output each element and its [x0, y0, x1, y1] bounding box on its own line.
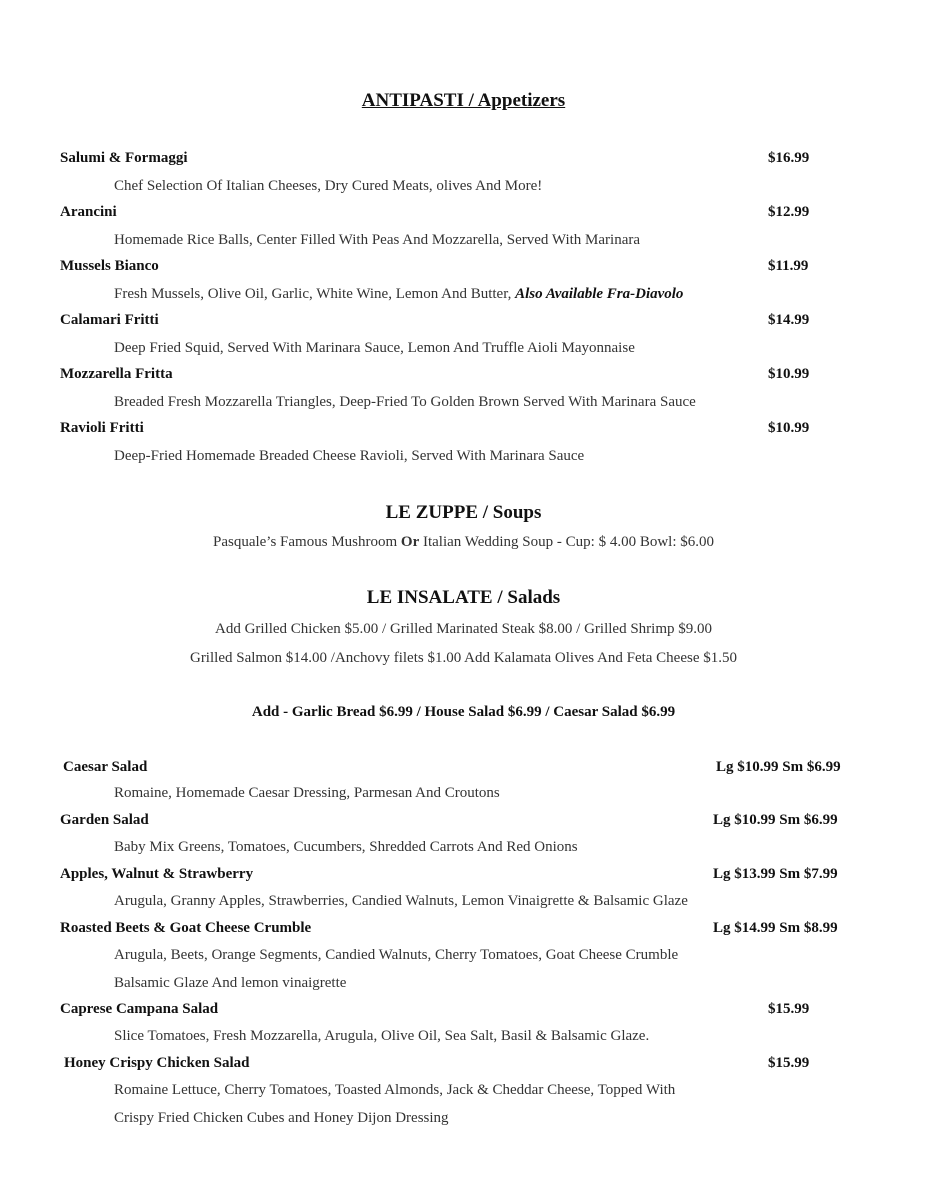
item-name: Garden Salad	[60, 812, 149, 828]
item-price: Lg $10.99 Sm $6.99	[713, 812, 838, 828]
item-price: $10.99	[768, 366, 810, 382]
soups-or: Or	[400, 534, 420, 550]
item-description: Chef Selection Of Italian Cheeses, Dry Cured Meats, olives And More!	[114, 178, 543, 194]
item-description: Arugula, Granny Apples, Strawberries, Candied Walnuts, Lemon Vinaigrette & Balsamic Glaze	[114, 893, 688, 909]
item-price: $10.99	[768, 420, 810, 436]
item-price: $15.99	[768, 1055, 810, 1071]
antipasti-heading: ANTIPASTI / Appetizers	[361, 90, 566, 111]
item-description: Fresh Mussels, Olive Oil, Garlic, White Wine, Lemon And Butter, Also Available Fra-Diavolo	[114, 286, 684, 302]
salads-heading: LE INSALATE / Salads	[366, 587, 561, 608]
soups-line: Pasquale’s Famous Mushroom Or Italian Wedding Soup - Cup: $ 4.00 Bowl: $6.00	[212, 534, 714, 550]
item-description-emphasis: Also Available Fra-Diavolo	[515, 286, 684, 302]
item-description: Baby Mix Greens, Tomatoes, Cucumbers, Shredded Carrots And Red Onions	[114, 839, 578, 855]
item-name: Caprese Campana Salad	[60, 1001, 219, 1017]
item-description: Slice Tomatoes, Fresh Mozzarella, Arugula, Olive Oil, Sea Salt, Basil & Balsamic Glaze.	[114, 1028, 650, 1044]
item-name: Ravioli Fritti	[60, 420, 144, 436]
item-description: Romaine Lettuce, Cherry Tomatoes, Toasted Almonds, Jack & Cheddar Cheese, Topped With	[114, 1082, 676, 1098]
item-description: Deep Fried Squid, Served With Marinara Sauce, Lemon And Truffle Aioli Mayonnaise	[114, 340, 635, 356]
item-price: Lg $14.99 Sm $8.99	[713, 920, 838, 936]
item-name: Honey Crispy Chicken Salad	[64, 1055, 250, 1071]
item-name: Caesar Salad	[63, 759, 148, 775]
item-name: Mozzarella Fritta	[60, 366, 173, 382]
item-price: $12.99	[768, 204, 810, 220]
item-price: $15.99	[768, 1001, 810, 1017]
item-description: Breaded Fresh Mozzarella Triangles, Deep-Fried To Golden Brown Served With Marinara Sauce	[114, 394, 696, 410]
item-description: Arugula, Beets, Orange Segments, Candied Walnuts, Cherry Tomatoes, Goat Cheese Crumble	[114, 947, 679, 963]
item-price: Lg $13.99 Sm $7.99	[713, 866, 838, 882]
item-price: $16.99	[768, 150, 810, 166]
item-name: Roasted Beets & Goat Cheese Crumble	[60, 920, 312, 936]
item-description: Homemade Rice Balls, Center Filled With Peas And Mozzarella, Served With Marinara	[114, 232, 641, 248]
item-price: Lg $10.99 Sm $6.99	[716, 759, 841, 775]
salad-sides-line: Add - Garlic Bread $6.99 / House Salad $6.99 / Caesar Salad $6.99	[251, 704, 676, 720]
item-name: Mussels Bianco	[60, 258, 159, 274]
item-description: Deep-Fried Homemade Breaded Cheese Ravioli, Served With Marinara Sauce	[114, 448, 585, 464]
item-name: Arancini	[60, 204, 117, 220]
salad-addons-line: Grilled Salmon $14.00 /Anchovy filets $1.00 Add Kalamata Olives And Feta Cheese $1.50	[189, 650, 737, 666]
item-price: $11.99	[768, 258, 809, 274]
salad-addons-line: Add Grilled Chicken $5.00 / Grilled Marinated Steak $8.00 / Grilled Shrimp $9.00	[214, 621, 712, 637]
item-name: Calamari Fritti	[60, 312, 159, 328]
item-description: Crispy Fried Chicken Cubes and Honey Dijon Dressing	[114, 1110, 449, 1126]
item-name: Apples, Walnut & Strawberry	[60, 866, 254, 882]
item-description: Romaine, Homemade Caesar Dressing, Parmesan And Croutons	[114, 785, 500, 801]
item-price: $14.99	[768, 312, 810, 328]
item-name: Salumi & Formaggi	[60, 150, 188, 166]
soups-heading: LE ZUPPE / Soups	[385, 502, 542, 523]
item-description: Balsamic Glaze And lemon vinaigrette	[114, 975, 347, 991]
